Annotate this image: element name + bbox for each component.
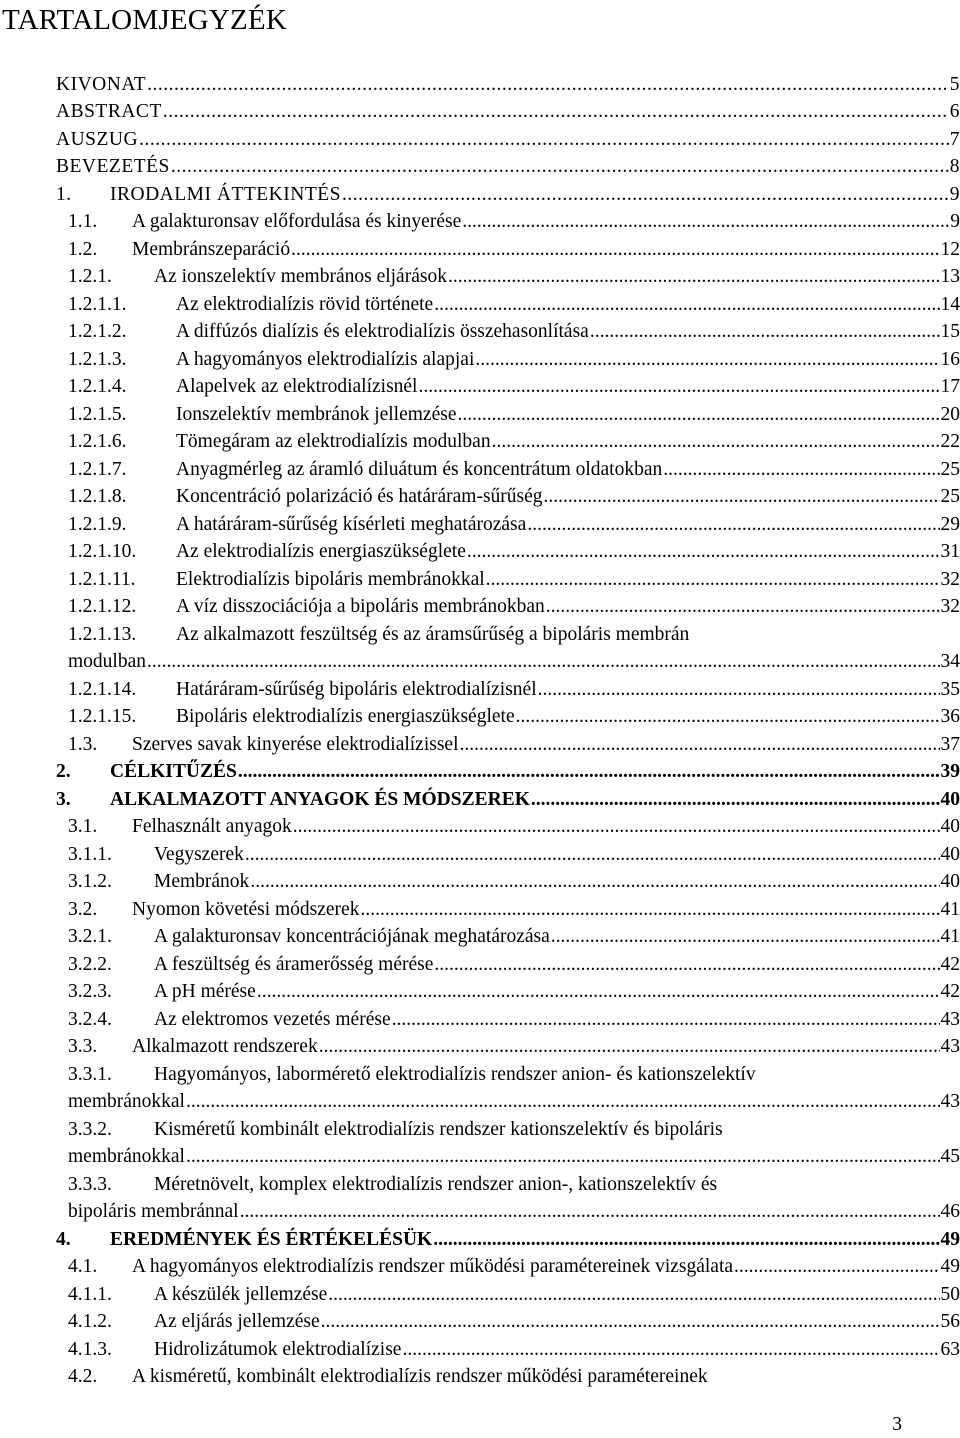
toc-heading: TARTALOMJEGYZÉK [2,4,287,36]
toc-entry-number: 3.3.1. [68,1063,112,1085]
toc-entry-title: CÉLKITŰZÉS [110,761,237,782]
toc-entry-title: membránokkal [68,1146,185,1167]
toc-dot-leader [171,156,949,178]
toc-entry[interactable] [56,1058,960,1086]
toc-entry-number: 3.2.2. [68,953,112,975]
toc-entry-title: Méretnövelt, komplex elektrodialízis rendszer anion-, kationszelektív és [154,1173,718,1195]
toc-entry-title: EREDMÉNYEK ÉS ÉRTÉKELÉSÜK [110,1228,433,1250]
toc-dot-leader [516,706,940,728]
toc-entry-title: KIVONAT [56,73,147,95]
toc-entry[interactable] [56,1003,960,1031]
toc-entry-title: Az eljárás jellemzése [154,1311,320,1332]
toc-entry-number: 2. [56,761,71,782]
toc-dot-leader [342,184,949,206]
toc-entry-number: 1.2.1.2. [68,321,127,342]
toc-entry-number: 3.2.3. [68,981,112,1002]
toc-entry-title: Felhasznált anyagok [132,816,292,837]
toc-entry-page: 13 [940,266,960,287]
toc-entry[interactable] [56,536,960,564]
toc-entry[interactable] [56,1168,960,1196]
toc-entry-page: 43 [940,1036,960,1057]
toc-entry-page: 20 [940,403,960,425]
toc-entry[interactable] [56,233,960,261]
table-of-contents [56,68,960,1388]
toc-entry-title: Hagyományos, labormérető elektrodialízis rendszer anion- és kationszelektív [154,1063,756,1085]
toc-entry-title: A hagyományos elektrodialízis alapjai [176,348,475,370]
toc-entry-title: membránokkal [68,1091,185,1112]
toc-entry-page: 56 [940,1311,960,1332]
toc-entry-number: 4.1.1. [68,1283,112,1305]
toc-entry[interactable] [56,178,960,206]
toc-entry-page: 50 [940,1283,960,1305]
toc-entry-page: 31 [940,541,960,562]
toc-dot-leader [360,899,939,921]
toc-entry-page: 35 [940,678,960,700]
toc-dot-leader [293,816,940,838]
toc-entry[interactable] [56,728,960,756]
toc-entry-title: Nyomon követési módszerek [132,898,360,920]
toc-dot-leader [328,1284,939,1306]
toc-dot-leader [321,1311,940,1333]
toc-entry-title: A feszültség és áramerősség mérése [154,953,434,975]
toc-entry-number: 3.1. [68,816,98,837]
toc-entry-number: 1.2.1.3. [68,348,127,370]
toc-dot-leader [538,679,940,701]
toc-entry-number: 3.2.4. [68,1008,112,1030]
toc-entry-page: 40 [940,871,960,892]
toc-entry[interactable] [56,811,960,839]
toc-entry-page: 7 [949,128,960,150]
toc-entry[interactable] [56,453,960,481]
toc-dot-leader [238,761,940,783]
toc-entry[interactable] [56,866,960,894]
toc-dot-leader [147,74,949,96]
toc-entry-title: Koncentráció polarizáció és határáram-sűrűség [176,486,543,507]
toc-entry[interactable] [56,481,960,509]
toc-entry-page: 15 [940,321,960,342]
toc-entry-number: 1.2.1.4. [68,376,127,397]
toc-entry-number: 3.3. [68,1036,98,1057]
toc-entry-title: Az alkalmazott feszültség és az áramsűrűség a bipoláris membrán [176,623,690,645]
toc-entry-page: 34 [940,651,960,672]
toc-entry-number: 1. [56,183,72,205]
toc-entry-page: 45 [940,1146,960,1167]
toc-dot-leader [467,541,940,563]
toc-dot-leader [433,1229,939,1251]
toc-entry[interactable] [56,783,960,811]
toc-entry[interactable] [56,96,960,124]
toc-entry-page: 42 [940,953,960,975]
toc-entry-title: Membránszeparáció [132,238,291,260]
toc-entry-title: Ionszelektív membránok jellemzése [176,403,457,425]
toc-entry-number: 1.2. [68,238,98,260]
toc-entry[interactable] [56,1196,960,1224]
toc-entry[interactable] [56,1306,960,1334]
toc-entry-title: A galakturonsav koncentrációjának meghatározása [154,926,550,947]
toc-entry-page: 63 [940,1338,960,1360]
toc-dot-leader [546,596,940,618]
toc-entry[interactable] [56,426,960,454]
toc-entry-title: A kisméretű, kombinált elektrodialízis rendszer működési paramétereinek [132,1366,708,1387]
toc-entry-page: 49 [940,1256,960,1277]
toc-entry-number: 4.1.2. [68,1311,112,1332]
toc-entry[interactable] [56,1031,960,1059]
toc-entry-title: Az elektromos vezetés mérése [154,1008,391,1030]
toc-entry[interactable] [56,508,960,536]
toc-entry-title: A galakturonsav előfordulása és kinyerése [132,211,462,232]
toc-entry-number: 1.2.1.6. [68,431,127,452]
toc-entry-page: 5 [949,73,960,95]
toc-entry-page: 39 [940,761,960,782]
toc-entry-number: 1.2.1.13. [68,623,137,645]
toc-entry-number: 3. [56,788,71,810]
toc-dot-leader [147,651,940,673]
toc-entry-number: 3.3.2. [68,1118,112,1140]
toc-entry-page: 32 [940,596,960,617]
toc-entry-title: A diffúzós dialízis és elektrodialízis összehasonlítása [176,321,589,342]
toc-entry-page: 12 [940,238,960,260]
toc-entry-number: 1.2.1. [68,266,112,287]
toc-dot-leader [448,266,940,288]
toc-entry-number: 3.2. [68,898,98,920]
toc-entry-title: Tömegáram az elektrodialízis modulban [176,431,491,452]
toc-entry-number: 1.2.1.10. [68,541,137,562]
toc-entry-title: A hagyományos elektrodialízis rendszer működési paramétereinek vizsgálata [132,1256,734,1277]
toc-entry[interactable] [56,206,960,234]
toc-entry-title: ABSTRACT [56,101,162,122]
toc-dot-leader [544,486,940,508]
toc-entry-number: 1.2.1.15. [68,706,137,727]
toc-entry[interactable] [56,1278,960,1306]
toc-entry-number: 1.1. [68,211,98,232]
toc-entry-title: Alapelvek az elektrodialízisnél [176,376,418,397]
toc-entry-title: Vegyszerek [154,843,244,865]
toc-entry[interactable] [56,563,960,591]
toc-dot-leader [475,349,939,371]
toc-dot-leader [460,734,940,756]
toc-entry[interactable] [56,1333,960,1361]
toc-entry-number: 1.2.1.9. [68,513,127,535]
toc-dot-leader [551,926,940,948]
toc-entry-page: 37 [940,733,960,755]
toc-entry-number: 1.2.1.1. [68,293,127,315]
toc-entry[interactable] [56,646,960,674]
toc-entry-title: Hidrolizátumok elektrodialízise [154,1338,402,1360]
toc-entry-page: 17 [940,376,960,397]
toc-entry-number: 3.1.2. [68,871,112,892]
toc-entry-title: Az elektrodialízis energiaszükséglete [176,541,466,562]
toc-entry-title: Anyagmérleg az áramló diluátum és koncentrátum oldatokban [176,458,663,480]
toc-entry[interactable] [56,948,960,976]
toc-entry[interactable] [56,371,960,399]
toc-dot-leader [186,1146,940,1168]
toc-entry[interactable] [56,261,960,289]
toc-entry-title: A készülék jellemzése [154,1283,328,1305]
toc-dot-leader [240,1201,940,1223]
toc-entry[interactable] [56,1141,960,1169]
toc-entry-title: Szerves savak kinyerése elektrodialízissel [132,733,459,755]
toc-entry[interactable] [56,1361,960,1389]
toc-entry[interactable] [56,756,960,784]
toc-entry-title: Alkalmazott rendszerek [132,1036,318,1057]
toc-entry-title: modulban [68,651,146,672]
toc-entry-title: Elektrodialízis bipoláris membránokkal [176,568,485,590]
toc-dot-leader [434,294,939,316]
toc-entry-page: 49 [940,1228,960,1250]
toc-dot-leader [734,1256,939,1278]
toc-entry-number: 1.2.1.12. [68,596,137,617]
toc-dot-leader [402,1339,939,1361]
toc-dot-leader [492,431,940,453]
toc-entry-page: 25 [940,458,960,480]
toc-entry-number: 3.2.1. [68,926,112,947]
toc-dot-leader [418,376,939,398]
toc-entry-page: 9 [949,183,960,205]
toc-entry-page: 46 [940,1201,960,1222]
toc-entry[interactable] [56,838,960,866]
toc-entry-number: 1.2.1.14. [68,678,137,700]
toc-dot-leader [392,1009,940,1031]
toc-entry-page: 40 [940,843,960,865]
toc-entry-number: 3.1.1. [68,843,112,865]
toc-entry[interactable] [56,343,960,371]
toc-entry[interactable] [56,591,960,619]
toc-entry-title: A víz disszociációja a bipoláris membránokban [176,596,545,617]
toc-entry-title: Bipoláris elektrodialízis energiaszükséglete [176,706,515,727]
toc-entry[interactable] [56,316,960,344]
toc-entry-page: 40 [940,788,960,810]
toc-entry[interactable] [56,893,960,921]
toc-entry-page: 22 [940,431,960,452]
toc-entry[interactable] [56,123,960,151]
toc-entry[interactable] [56,1113,960,1141]
toc-dot-leader [186,1091,940,1113]
toc-entry-page: 16 [940,348,960,370]
toc-entry[interactable] [56,68,960,96]
toc-entry-number: 1.3. [68,733,98,755]
toc-entry-page: 43 [940,1091,960,1112]
toc-entry-number: 4. [56,1228,71,1250]
toc-dot-leader [245,844,940,866]
toc-entry-page: 41 [940,926,960,947]
toc-entry-page: 29 [940,513,960,535]
toc-entry-number: 1.2.1.8. [68,486,127,507]
toc-dot-leader [139,129,949,151]
toc-entry-title: Az elektrodialízis rövid története [176,293,434,315]
toc-dot-leader [163,101,949,123]
toc-entry-number: 4.1.3. [68,1338,112,1360]
toc-dot-leader [434,954,939,976]
toc-entry[interactable] [56,701,960,729]
toc-entry-number: 4.1. [68,1256,98,1277]
toc-entry-page: 6 [949,101,960,122]
toc-dot-leader [527,514,939,536]
toc-entry-number: 1.2.1.7. [68,458,127,480]
toc-entry-title: A pH mérése [154,981,256,1002]
toc-dot-leader [257,981,940,1003]
toc-dot-leader [663,459,939,481]
toc-dot-leader [462,211,949,233]
toc-dot-leader [250,871,939,893]
toc-entry-page: 14 [940,293,960,315]
toc-entry-title: BEVEZETÉS [56,156,170,177]
toc-entry-page: 9 [950,211,960,232]
toc-entry-title: Kisméretű kombinált elektrodialízis rendszer kationszelektív és bipoláris [154,1118,723,1140]
toc-entry[interactable] [56,618,960,646]
toc-entry-number: 1.2.1.5. [68,403,127,425]
toc-entry[interactable] [56,398,960,426]
toc-dot-leader [486,569,940,591]
toc-entry-title: A határáram-sűrűség kísérleti meghatározása [176,513,527,535]
toc-entry[interactable] [56,976,960,1004]
toc-dot-leader [590,321,940,343]
toc-entry-page: 42 [940,981,960,1002]
toc-entry-title: AUSZUG [56,128,139,150]
toc-dot-leader [531,789,940,811]
toc-entry[interactable] [56,1251,960,1279]
toc-entry-title: IRODALMI ÁTTEKINTÉS [110,183,342,205]
toc-entry-number: 1.2.1.11. [68,568,136,590]
toc-entry-title: Membránok [154,871,250,892]
toc-entry[interactable] [56,288,960,316]
toc-entry-page: 43 [940,1008,960,1030]
toc-entry-title: bipoláris membránnal [68,1201,239,1222]
toc-entry-page: 40 [940,816,960,837]
toc-entry-page: 8 [949,156,960,177]
toc-entry-page: 25 [940,486,960,507]
toc-entry[interactable] [56,151,960,179]
toc-entry[interactable] [56,673,960,701]
toc-entry-page: 41 [940,898,960,920]
toc-entry-number: 4.2. [68,1366,98,1387]
toc-entry[interactable] [56,921,960,949]
toc-entry-number: 3.3.3. [68,1173,112,1195]
page-number: 3 [892,1414,902,1435]
toc-dot-leader [319,1036,940,1058]
toc-entry-page: 32 [940,568,960,590]
toc-entry[interactable] [56,1086,960,1114]
toc-entry-title: Az ionszelektív membrános eljárások [154,266,447,287]
toc-entry-title: ALKALMAZOTT ANYAGOK ÉS MÓDSZEREK [110,788,530,810]
toc-dot-leader [291,239,939,261]
toc-entry-page: 36 [940,706,960,727]
toc-dot-leader [457,404,939,426]
toc-entry-title: Határáram-sűrűség bipoláris elektrodialízisnél [176,678,537,700]
toc-entry[interactable] [56,1223,960,1251]
